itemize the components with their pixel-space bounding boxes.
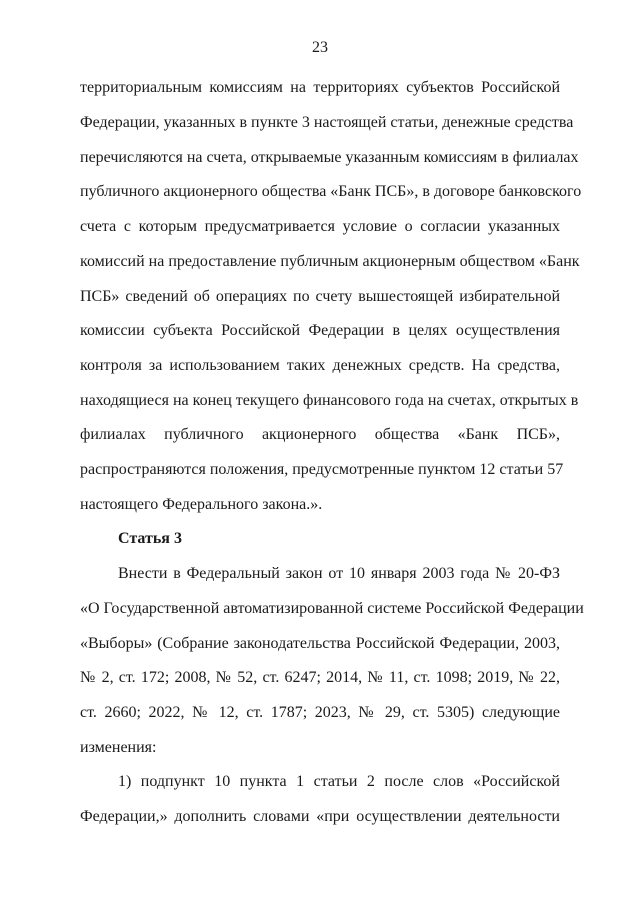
text-line: 1) подпункт 10 пункта 1 статьи 2 после слов «Российской: [118, 773, 560, 790]
text-line: находящиеся на конец текущего финансового года на счетах, открытых в: [80, 392, 579, 409]
text-line: Внести в Федеральный закон от 10 января 2003 года № 20-ФЗ: [118, 565, 560, 582]
text-line: настоящего Федерального закона.».: [80, 496, 323, 513]
text-line: распространяются положения, предусмотренные пунктом 12 статьи 57: [80, 461, 564, 478]
text-line: № 2, ст. 172; 2008, № 52, ст. 6247; 2014, № 11, ст. 1098; 2019, № 22,: [80, 669, 560, 686]
text-line: публичного акционерного общества «Банк ПСБ», в договоре банковского: [80, 183, 582, 200]
text-line: перечисляются на счета, открываемые указанным комиссиям в филиалах: [80, 149, 579, 166]
text-line: Федерации,» дополнить словами «при осуществлении деятельности: [80, 808, 560, 825]
text-line: контроля за использованием таких денежных средств. На средства,: [80, 357, 560, 374]
text-line: ст. 2660; 2022, № 12, ст. 1787; 2023, № 29, ст. 5305) следующие: [80, 704, 560, 721]
text-line: территориальным комиссиям на территориях субъектов Российской: [80, 79, 560, 96]
text-line: филиалах публичного акционерного общества «Банк ПСБ»,: [80, 426, 560, 443]
text-line: комиссии субъекта Российской Федерации в целях осуществления: [80, 322, 560, 339]
text-line: счета с которым предусматривается условие о согласии указанных: [80, 218, 560, 235]
text-line: «Выборы» (Собрание законодательства Российской Федерации, 2003,: [80, 635, 560, 652]
page-number: 23: [312, 39, 328, 56]
text-line: изменения:: [80, 739, 157, 756]
text-line: «О Государственной автоматизированной системе Российской Федерации: [80, 600, 584, 617]
text-line: ПСБ» сведений об операциях по счету вышестоящей избирательной: [80, 288, 560, 305]
text-line: Федерации, указанных в пункте 3 настоящей статьи, денежные средства: [80, 114, 574, 131]
article-heading: Статья 3: [118, 530, 182, 547]
text-line: комиссий на предоставление публичным акционерным обществом «Банк: [80, 253, 580, 270]
